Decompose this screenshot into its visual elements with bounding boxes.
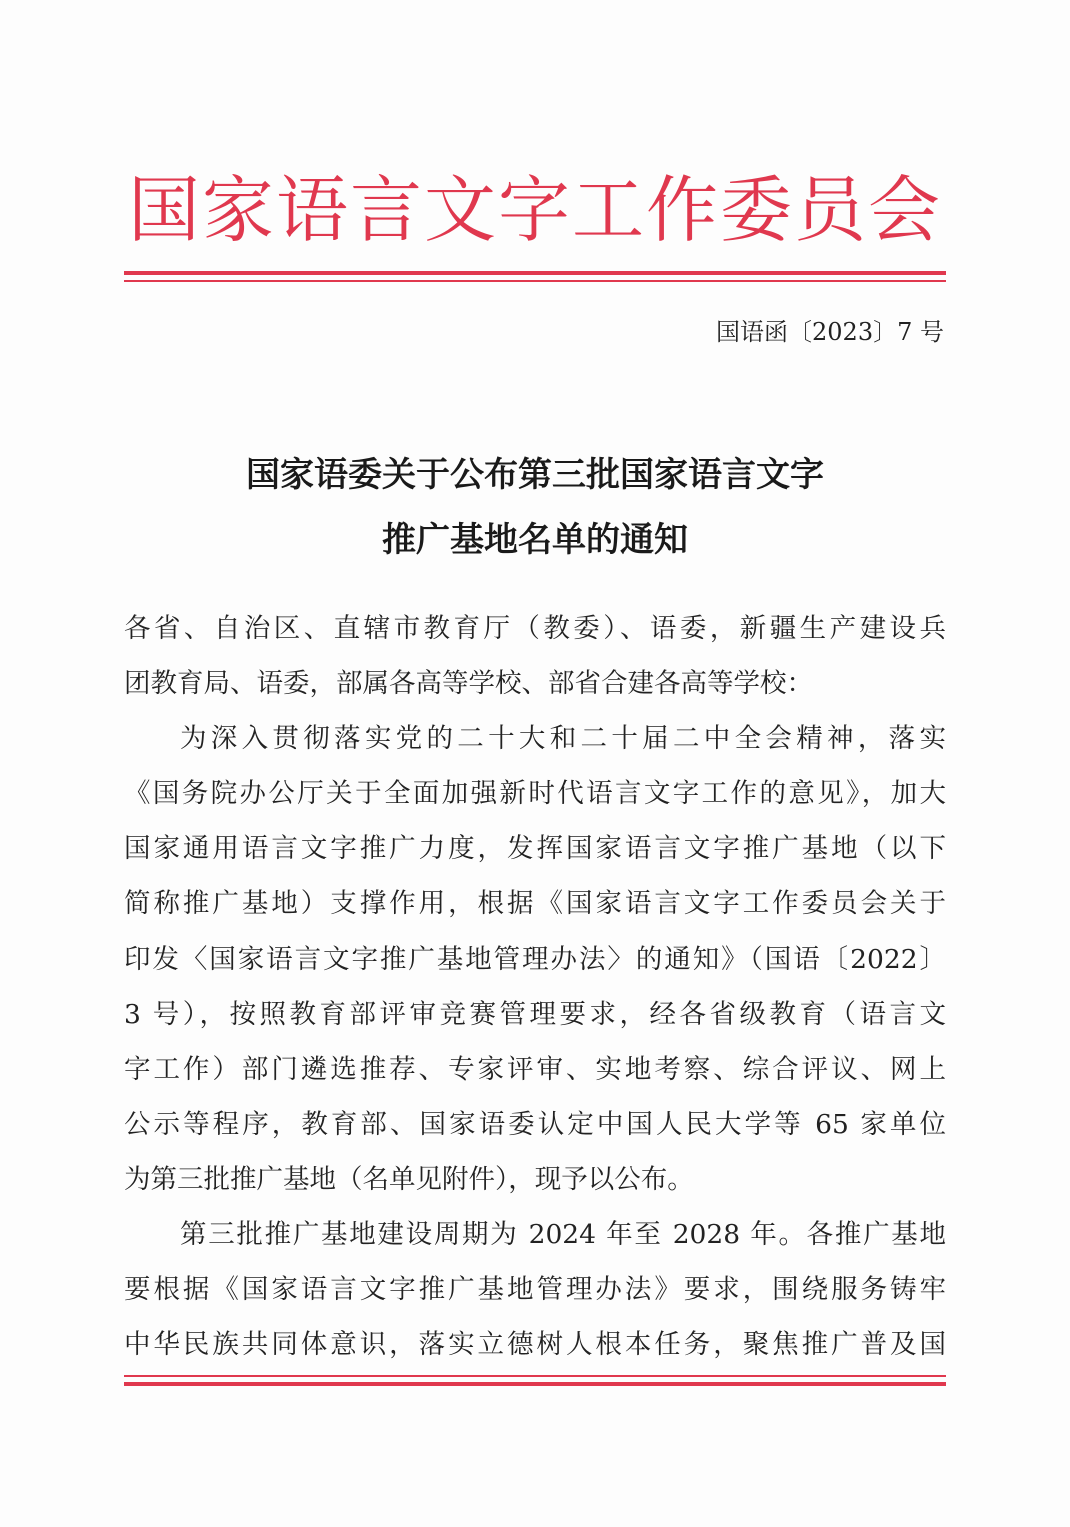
body-text-line: 3 号），按照教育部评审竞赛管理要求，经各省级教育（语言文	[124, 999, 946, 1030]
body-text-line: 第三批推广基地建设周期为 2024 年至 2028 年。各推广基地	[180, 1219, 946, 1250]
document-title-line-2: 推广基地名单的通知	[382, 520, 688, 560]
body-text-line: 要根据《国家语言文字推广基地管理办法》要求，围绕服务铸牢	[124, 1274, 946, 1305]
document-number: 国语函〔2023〕7 号	[716, 318, 944, 346]
body-text-line: 为第三批推广基地（名单见附件），现予以公布。	[124, 1164, 694, 1195]
body-text-line: 简称推广基地）支撑作用，根据《国家语言文字工作委员会关于	[124, 888, 946, 919]
footer-rule-thick	[124, 1382, 946, 1386]
letterhead-rule-thin	[124, 280, 946, 282]
body-text-line: 国家通用语言文字推广力度，发挥国家语言文字推广基地（以下	[124, 833, 946, 864]
letterhead-rule-thick	[124, 271, 946, 275]
body-text-line: 印发〈国家语言文字推广基地管理办法〉的通知》（国语〔2022〕	[124, 944, 946, 975]
body-text-line: 中华民族共同体意识，落实立德树人根本任务，聚焦推广普及国	[124, 1329, 946, 1360]
footer-rule-thin	[124, 1375, 946, 1377]
body-text-line: 为深入贯彻落实党的二十大和二十届二中全会精神，落实	[180, 723, 946, 754]
addressee-line-2: 团教育局、语委，部属各高等学校、部省合建各高等学校：	[124, 668, 813, 699]
document-title-line-1: 国家语委关于公布第三批国家语言文字	[246, 455, 824, 495]
agency-letterhead: 国家语言文字工作委员会	[127, 168, 942, 252]
addressee-line-1: 各省、自治区、直辖市教育厅（教委）、语委，新疆生产建设兵	[124, 613, 946, 644]
body-text-line: 《国务院办公厅关于全面加强新时代语言文字工作的意见》，加大	[124, 778, 946, 809]
body-text-line: 公示等程序，教育部、国家语委认定中国人民大学等 65 家单位	[124, 1109, 946, 1140]
body-text-line: 字工作）部门遴选推荐、专家评审、实地考察、综合评议、网上	[124, 1054, 946, 1085]
